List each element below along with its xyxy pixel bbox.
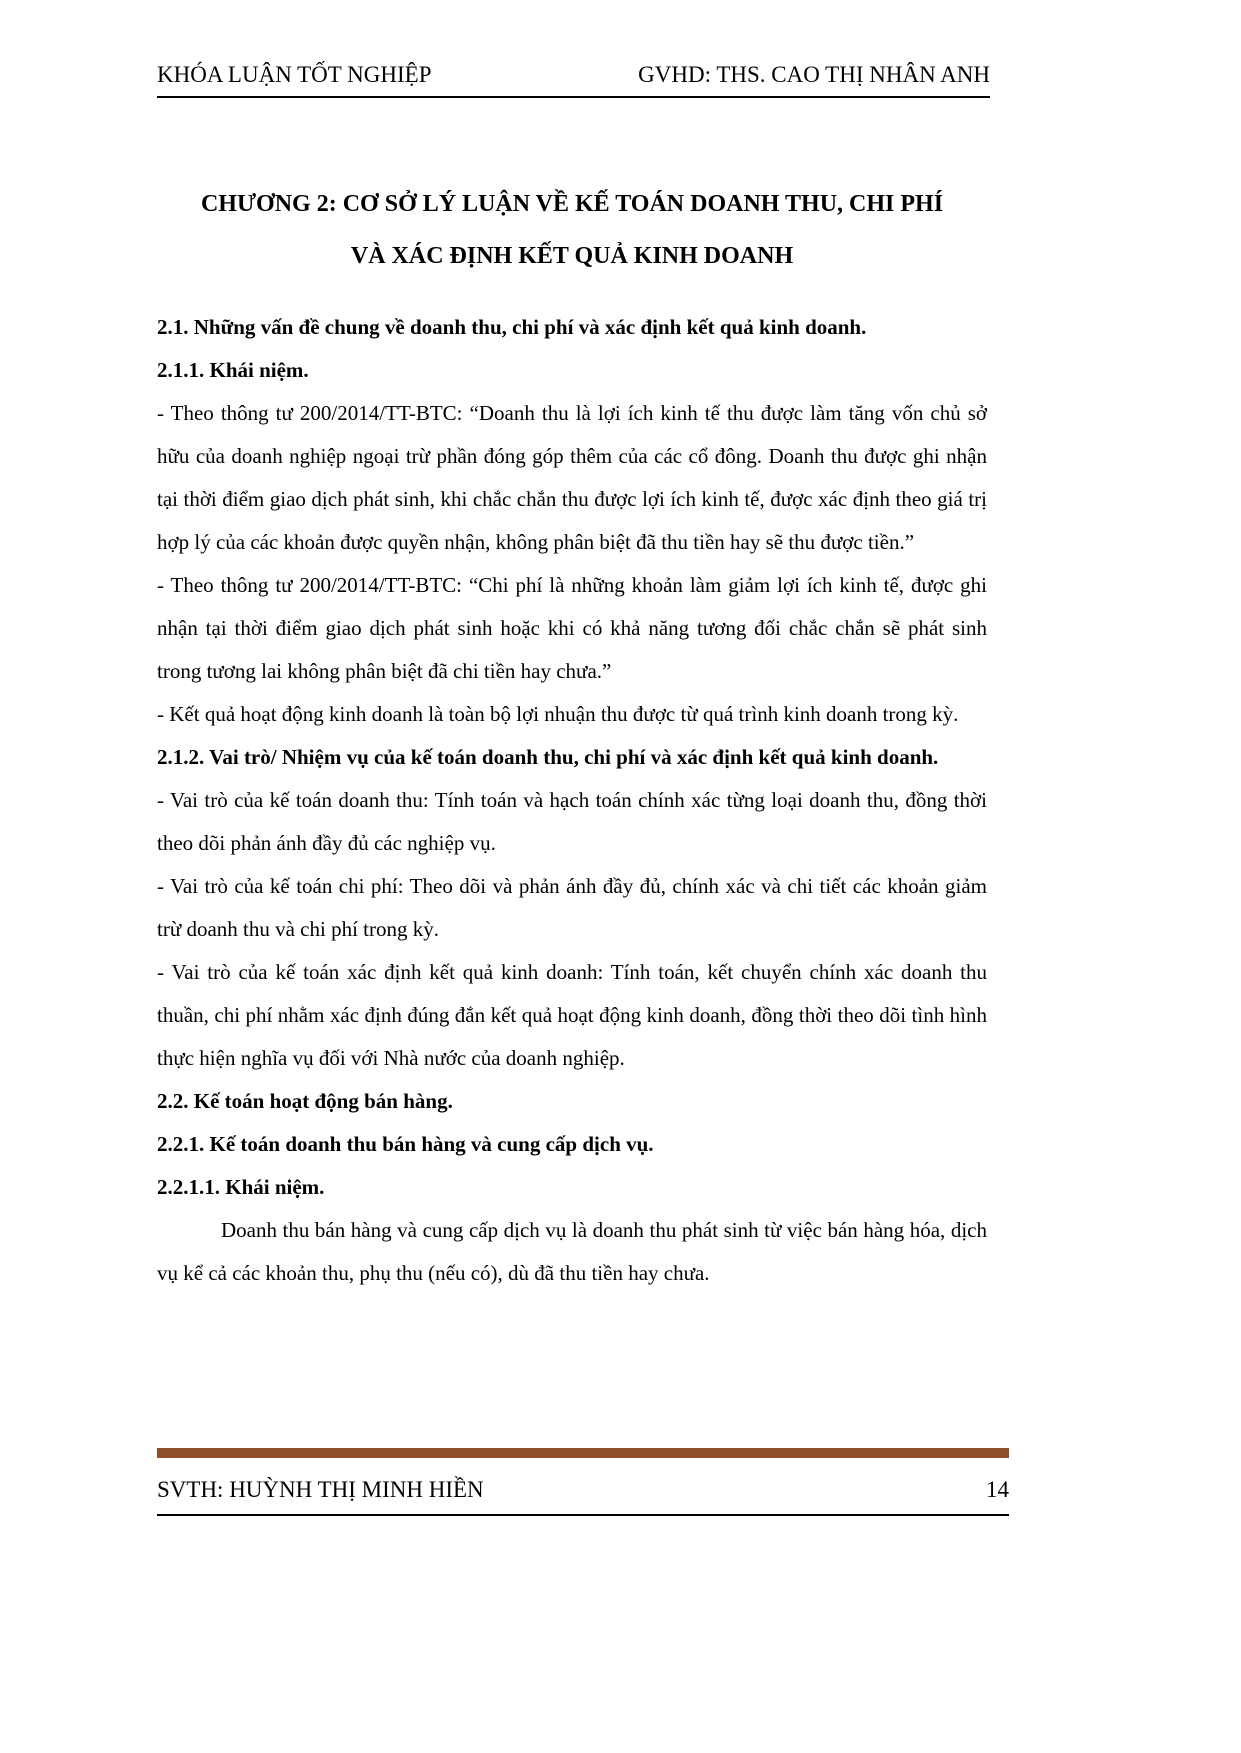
document-body — [157, 178, 987, 1295]
chapter-title-line2: VÀ XÁC ĐỊNH KẾT QUẢ KINH DOANH — [350, 243, 794, 269]
section-heading-2-1: 2.1. Những vấn đề chung về doanh thu, chi phí và xác định kết quả kinh doanh. — [157, 315, 867, 339]
chapter-title — [157, 178, 987, 282]
paragraph-role-expense: - Vai trò của kế toán chi phí: Theo dõi và phản ánh đầy đủ, chính xác và chi tiết các khoản giảm trừ doanh thu và chi phí trong kỳ. — [157, 874, 987, 941]
page-number: 14 — [986, 1477, 1009, 1502]
paragraph-sales-revenue-definition: Doanh thu bán hàng và cung cấp dịch vụ là doanh thu phát sinh từ việc bán hàng hóa, dịch vụ kể cả các khoản thu, phụ thu (nếu có), dù đã thu tiền hay chưa. — [157, 1218, 987, 1285]
paragraph-revenue-definition: - Theo thông tư 200/2014/TT-BTC: “Doanh thu là lợi ích kinh tế thu được làm tăng vốn chủ sở hữu của doanh nghiệp ngoại trừ phần đóng góp thêm của các cổ đông. Doanh thu được ghi nhận tại thời điểm giao dịch phát sinh, khi chắc chắn thu được lợi ích kinh tế, được xác định theo giá trị hợp lý của các khoản được quyền nhận, không phân biệt đã thu tiền hay sẽ thu được tiền.” — [157, 401, 987, 554]
section-heading-2-1-1: 2.1.1. Khái niệm. — [157, 358, 309, 382]
footer-row — [157, 1474, 1009, 1516]
page-footer — [157, 1448, 1009, 1516]
section-heading-2-2-1-1: 2.2.1.1. Khái niệm. — [157, 1175, 325, 1199]
section-heading-2-2-1: 2.2.1. Kế toán doanh thu bán hàng và cung cấp dịch vụ. — [157, 1132, 654, 1156]
paragraph-business-result: - Kết quả hoạt động kinh doanh là toàn bộ lợi nhuận thu được từ quá trình kinh doanh trong kỳ. — [157, 702, 959, 726]
paragraph-expense-definition: - Theo thông tư 200/2014/TT-BTC: “Chi phí là những khoản làm giảm lợi ích kinh tế, được ghi nhận tại thời điểm giao dịch phát sinh hoặc khi có khả năng tương đối chắc chắn sẽ phát sinh trong tương lai không phân biệt đã chi tiền hay chưa.” — [157, 573, 987, 683]
footer-author-label: SVTH: HUỲNH THỊ MINH HIỀN — [157, 1477, 484, 1502]
chapter-title-line1: CHƯƠNG 2: CƠ SỞ LÝ LUẬN VỀ KẾ TOÁN DOANH THU, CHI PHÍ — [200, 191, 944, 217]
header-thesis-label: KHÓA LUẬN TỐT NGHIỆP — [157, 62, 432, 87]
header-advisor-label: GVHD: THS. CAO THỊ NHÂN ANH — [638, 62, 990, 87]
footer-accent-bar — [157, 1448, 1009, 1458]
section-heading-2-1-2: 2.1.2. Vai trò/ Nhiệm vụ của kế toán doanh thu, chi phí và xác định kết quả kinh doanh. — [157, 745, 939, 769]
paragraph-role-result: - Vai trò của kế toán xác định kết quả kinh doanh: Tính toán, kết chuyển chính xác doanh thu thuần, chi phí nhằm xác định đúng đắn kết quả hoạt động kinh doanh, đồng thời theo dõi tình hình thực hiện nghĩa vụ đối với Nhà nước của doanh nghiệp. — [157, 960, 987, 1070]
page-header — [157, 62, 990, 98]
paragraph-role-revenue: - Vai trò của kế toán doanh thu: Tính toán và hạch toán chính xác từng loại doanh thu, đồng thời theo dõi phản ánh đầy đủ các nghiệp vụ. — [157, 788, 987, 855]
section-heading-2-2: 2.2. Kế toán hoạt động bán hàng. — [157, 1089, 453, 1113]
